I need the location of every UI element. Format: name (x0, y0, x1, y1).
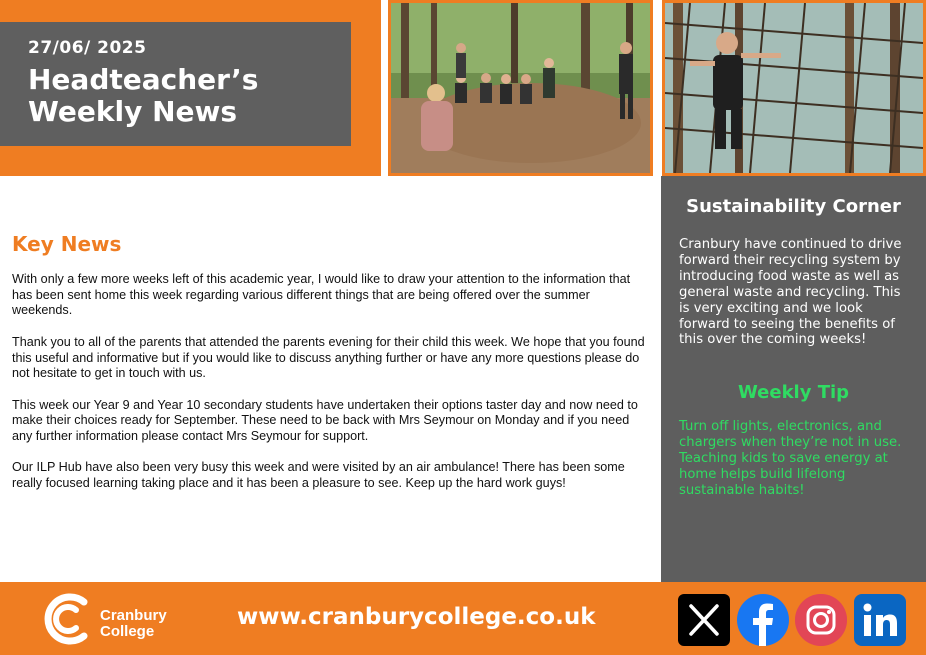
news-paragraph: Our ILP Hub have also been very busy this week and were visited by an air ambulance! There has been some really focused learning taking place and it has been a pleasure to see. Keep up the hard work guys! (12, 460, 625, 491)
header-title-box (0, 22, 351, 146)
facebook-icon (737, 594, 789, 646)
sustainability-sidebar (661, 176, 926, 582)
key-news-heading: Key News (12, 232, 122, 256)
logo-line-1: Cranbury (100, 607, 167, 624)
logo-line-2: College (100, 623, 155, 640)
x-social-button[interactable] (678, 594, 730, 646)
key-news-body (12, 272, 648, 507)
college-logo[interactable] (40, 592, 180, 647)
outdoor-group-photo (388, 0, 653, 176)
title-line-1: Headteacher’s (28, 63, 259, 96)
logo-text (100, 608, 167, 640)
weekly-tip-heading: Weekly Tip (737, 382, 850, 403)
x-icon (678, 594, 730, 646)
linkedin-icon (854, 594, 906, 646)
newsletter-date: 27/06/ 2025 (28, 38, 147, 58)
news-paragraph: Thank you to all of the parents that attended the parents evening for their child this week. We hope that you found this useful and informative but if you would like to discuss anything further or have any more questions please do not hesitate to get in touch with us. (12, 334, 645, 381)
key-news-section (0, 176, 660, 581)
newsletter-title (28, 64, 351, 128)
facebook-social-button[interactable] (737, 594, 789, 646)
sustainability-heading: Sustainability Corner (686, 196, 901, 217)
instagram-icon (795, 594, 847, 646)
news-paragraph: This week our Year 9 and Year 10 secondary students have undertaken their options taster day and now need to make their choices ready for September. These need to be back with Mrs Seymour on Monday and if you need any further information please contact Mrs Seymour for support. (12, 397, 638, 443)
linkedin-social-button[interactable] (854, 594, 906, 646)
instagram-social-button[interactable] (795, 594, 847, 646)
title-line-2: Weekly News (28, 95, 238, 128)
footer (0, 582, 926, 655)
logo-mark-icon (40, 592, 94, 646)
rope-climbing-photo (662, 0, 926, 176)
weekly-tip-body: Turn off lights, electronics, and chargers when they’re not in use. Teaching kids to save energy at home helps build lifelong sustainable habits! (679, 419, 902, 498)
website-link[interactable]: www.cranburycollege.co.uk (237, 604, 596, 630)
sustainability-body: Cranbury have continued to drive forward their recycling system by introducing food waste as well as general waste and recycling. This is very exciting and we look forward to seeing the benefits of this over the coming weeks! (679, 237, 902, 348)
news-paragraph: With only a few more weeks left of this academic year, I would like to draw your attention to the information that has been sent home this week regarding various different things that are being offered over the summer weekends. (12, 272, 631, 318)
